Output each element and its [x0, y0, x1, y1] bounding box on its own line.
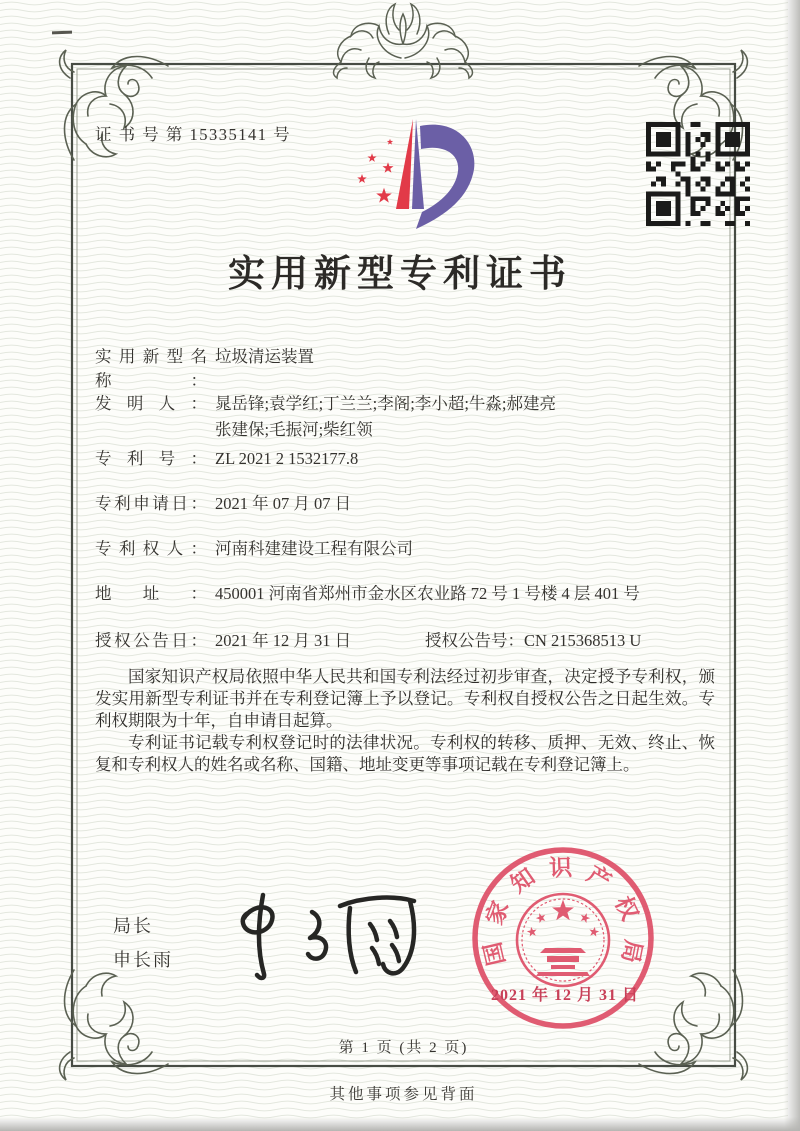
- legal-paragraph-2: 专利证书记载专利权登记时的法律状况。专利权的转移、质押、无效、终止、恢复和专利权人的姓名或名称、国籍、地址变更等事项记载在专利登记簿上。: [95, 733, 715, 774]
- field-value: 垃圾清运装置: [215, 347, 314, 366]
- seal-ring-char: 局: [617, 937, 647, 966]
- legal-text: [95, 666, 715, 776]
- qr-code-icon: [646, 122, 750, 226]
- certificate-number: 证 书 号 第 15335141 号: [95, 125, 292, 144]
- field-value: [215, 392, 556, 444]
- seal-ring-char: 权: [610, 892, 643, 925]
- inventors-line-2: 张建保;毛振河;柴红领: [215, 420, 373, 439]
- field-value: 河南科建建设工程有限公司: [215, 539, 413, 558]
- inventors-line-1: 晁岳锋;袁学红;丁兰兰;李阁;李小超;牛淼;郝建亮: [215, 394, 557, 413]
- seal-ring-char: 知: [506, 863, 540, 898]
- field-row-grant: [95, 629, 642, 653]
- field-value: 2021 年 07 月 07 日: [215, 494, 352, 513]
- seal-date: 2021 年 12 月 31 日: [490, 987, 639, 1004]
- seal-ring-char: 国: [480, 939, 510, 968]
- seal-ring-char: 识: [548, 855, 573, 881]
- scan-edge-bottom: [0, 1117, 800, 1131]
- field-row-patent-number: [95, 447, 358, 471]
- field-value: 2021 年 12 月 31 日: [215, 631, 352, 650]
- field-value: 450001 河南省郑州市金水区农业路 72 号 1 号楼 4 层 401 号: [215, 584, 640, 603]
- certificate-title: 实用新型专利证书: [228, 254, 572, 295]
- seal-national-emblem: [517, 894, 609, 986]
- field-label: 授权公告日：: [95, 631, 207, 650]
- field-label: 发明人：: [95, 394, 207, 413]
- seal-ring-char: 家: [481, 897, 514, 929]
- seal-ring-char: 产: [582, 861, 616, 895]
- field-grant-number: [425, 629, 641, 653]
- field-value: CN 215368513 U: [524, 631, 642, 650]
- director-signature: [225, 880, 435, 985]
- scan-edge-right: [784, 0, 800, 1131]
- field-row-name: [95, 345, 314, 393]
- official-seal: [463, 843, 667, 1039]
- field-label: 专利号：: [95, 449, 207, 468]
- field-row-patentee: [95, 537, 413, 561]
- field-label: 专利申请日：: [95, 494, 207, 513]
- director-title: 局长: [113, 916, 153, 936]
- field-label: 地址：: [95, 584, 207, 603]
- cnipa-logo-icon: [330, 106, 490, 234]
- logo-purple-p: [412, 119, 474, 229]
- field-label: 授权公告号：: [425, 631, 524, 650]
- field-row-inventors: [95, 392, 556, 444]
- field-value: ZL 2021 2 1532177.8: [215, 449, 359, 468]
- field-row-address: [95, 582, 640, 606]
- page-number: 第 1 页 (共 2 页): [338, 1040, 469, 1056]
- field-row-filing-date: [95, 492, 351, 516]
- logo-red-wedge: [396, 119, 413, 209]
- legal-paragraph-1: 国家知识产权局依照中华人民共和国专利法经过初步审查，决定授予专利权，颁发实用新型专利证书并在专利登记簿上予以登记。专利权自授权公告之日起生效。专利权期限为十年，自申请日起算。: [95, 667, 715, 730]
- field-label: 实用新型名称：: [95, 347, 207, 390]
- field-label: 专利权人：: [95, 539, 207, 558]
- director-name: 申长雨: [113, 950, 173, 970]
- back-note: 其他事项参见背面: [329, 1086, 478, 1103]
